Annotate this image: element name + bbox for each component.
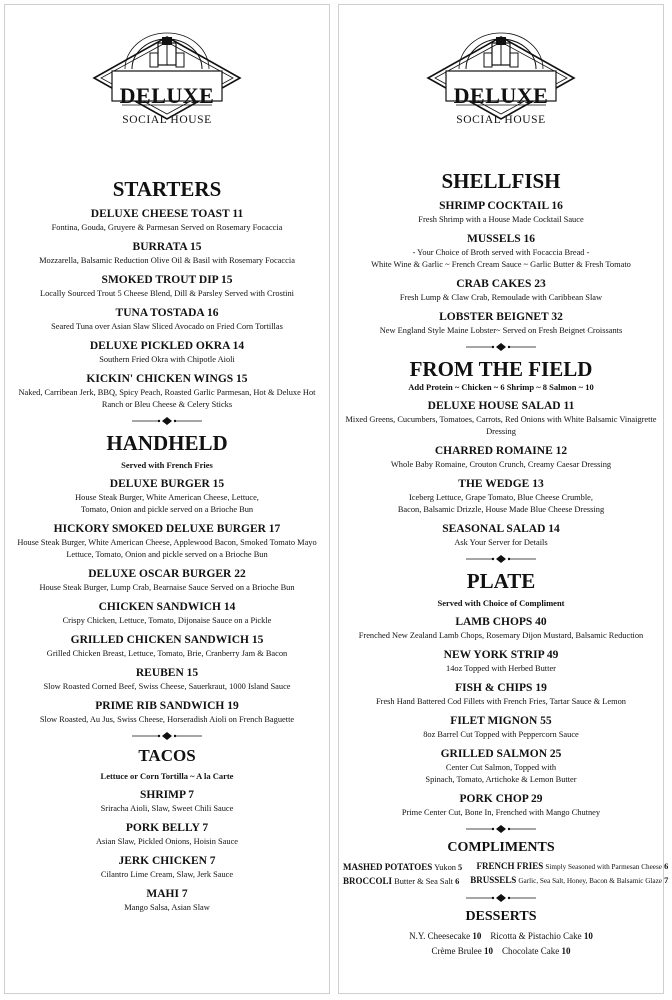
menu-item-description: Seared Tuna over Asian Slaw Sliced Avocado on Fried Corn Tortillas: [51, 322, 283, 331]
menu-item-name: FILET MIGNON 55: [450, 715, 552, 727]
menu-item-description: White Wine & Garlic ~ French Cream Sauce ~ Garlic Butter & Fresh Tomato: [371, 260, 631, 269]
handheld-title: HANDHELD: [106, 431, 228, 455]
compliment-desc: Yukon: [434, 862, 456, 872]
menu-item-description: 8oz Barrel Cut Topped with Peppercorn Sauce: [423, 730, 579, 739]
divider: [5, 726, 329, 746]
divider: [5, 411, 329, 431]
menu-item-description: Sriracha Aioli, Slaw, Sweet Chili Sauce: [100, 804, 234, 813]
compliment-name: FRENCH FRIES: [476, 861, 544, 871]
compliments-row: [339, 874, 672, 888]
compliment-price: 5: [458, 862, 463, 872]
menu-item-description: Southern Fried Okra with Chipotle Aioli: [99, 355, 235, 364]
logo-subtitle: SOCIAL HOUSE: [122, 114, 212, 126]
menu-item-name: MUSSELS 16: [466, 233, 536, 245]
plate-list: [339, 609, 663, 819]
dessert-name: Chocolate Cake: [502, 946, 560, 956]
menu-item-description: Spinach, Tomato, Artichoke & Lemon Butter: [425, 775, 577, 784]
menu-item-description: Mozzarella, Balsamic Reduction Olive Oil & Basil with Rosemary Focaccia: [39, 256, 295, 265]
menu-item-description: Slow Roasted Corned Beef, Swiss Cheese, Sauerkraut, 1000 Island Sauce: [43, 682, 291, 691]
dessert-price: 10: [472, 931, 482, 941]
dessert-name: N.Y. Cheesecake: [409, 931, 471, 941]
menu-item-name: TUNA TOSTADA 16: [115, 307, 219, 319]
compliments-table: [339, 860, 672, 888]
menu-item-name: CHARRED ROMAINE 12: [434, 445, 568, 457]
menu-item-description: Mango Salsa, Asian Slaw: [124, 903, 210, 912]
menu-item-description: Fresh Hand Battered Cod Fillets with French Fries, Tartar Sauce & Lemon: [376, 697, 626, 706]
ornament-divider-icon: [466, 555, 536, 563]
starters-title: STARTERS: [112, 177, 222, 201]
field-list: [339, 393, 663, 549]
menu-item-description: - Your Choice of Broth served with Focaccia Bread -: [412, 248, 590, 257]
menu-item-name: LAMB CHOPS 40: [455, 616, 547, 628]
menu-item-name: SHRIMP 7: [140, 789, 194, 801]
compliment-name: BRUSSELS: [470, 875, 517, 885]
menu-item-description: Prime Center Cut, Bone In, Frenched with Mango Chutney: [401, 808, 601, 817]
compliment-desc: Simply Seasoned with Parmesan Cheese: [545, 863, 662, 871]
ornament-divider-icon: [466, 894, 536, 902]
menu-item-description: House Steak Burger, Lump Crab, Bearnaise Sauce Served on a Brioche Bun: [39, 583, 295, 592]
menu-item-description: Whole Baby Romaine, Crouton Crunch, Creamy Caesar Dressing: [390, 460, 612, 469]
menu-item-description: Asian Slaw, Pickled Onions, Hoisin Sauce: [95, 837, 239, 846]
menu-item-name: KICKIN' CHICKEN WINGS 15: [86, 373, 248, 385]
menu-item-name: MAHI 7: [146, 888, 188, 900]
menu-item-name: SMOKED TROUT DIP 15: [101, 274, 233, 286]
menu-item-name: GRILLED SALMON 25: [440, 748, 562, 760]
menu-page-right: [338, 4, 669, 994]
menu-item-description: 14oz Topped with Herbed Butter: [446, 664, 556, 673]
menu-item-description: Locally Sourced Trout 5 Cheese Blend, Dill & Parsley Served with Crostini: [39, 289, 295, 298]
menu-item-name: BURRATA 15: [132, 241, 202, 253]
menu-item-name: DELUXE BURGER 15: [109, 478, 225, 490]
menu-item-description: Fresh Shrimp with a House Made Cocktail Sauce: [418, 215, 584, 224]
compliments-row: [339, 860, 672, 874]
menu-item-name: GRILLED CHICKEN SANDWICH 15: [70, 634, 264, 646]
menu-item-name: LOBSTER BEIGNET 32: [439, 311, 563, 323]
dessert-price: 10: [561, 946, 571, 956]
menu-item-description: Slow Roasted, Au Jus, Swiss Cheese, Horseradish Aioli on French Baguette: [39, 715, 295, 724]
field-title: FROM THE FIELD: [409, 357, 593, 381]
tacos-title: TACOS: [138, 746, 196, 765]
menu-item-description: House Steak Burger, White American Cheese, Applewood Bacon, Smoked Tomato Mayo: [17, 538, 317, 547]
shellfish-list: [339, 193, 663, 337]
ornament-divider-icon: [132, 732, 202, 740]
menu-item-description: Mixed Greens, Cucumbers, Tomatoes, Carrots, Red Onions with White Balsamic Vinaigrette Dressing: [345, 415, 657, 436]
dessert-name: Crème Brulee: [431, 946, 482, 956]
menu-item-name: DELUXE PICKLED OKRA 14: [89, 340, 245, 352]
plate-note: Served with Choice of Compliment: [437, 598, 565, 608]
menu-item-description: Naked, Carribean Jerk, BBQ, Spicy Peach, Roasted Garlic Parmesan, Hot & Deluxe Hot: [18, 388, 316, 397]
menu-item-name: SEASONAL SALAD 14: [442, 523, 560, 535]
dessert-name: Ricotta & Pistachio Cake: [490, 931, 582, 941]
menu-item-name: SHRIMP COCKTAIL 16: [439, 200, 563, 212]
menu-item-description: Fontina, Gouda, Gruyere & Parmesan Served on Rosemary Focaccia: [51, 223, 283, 232]
menu-item-description: Ranch or Bleu Cheese & Celery Sticks: [101, 400, 233, 409]
tacos-list: [5, 782, 329, 914]
field-note: Add Protein ~ Chicken ~ 6 Shrimp ~ 8 Salmon ~ 10: [408, 382, 594, 392]
menu-item-name: CRAB CAKES 23: [456, 278, 546, 290]
deluxe-logo: [5, 35, 329, 163]
menu-item-description: Fresh Lump & Claw Crab, Remoulade with Caribbean Slaw: [399, 293, 603, 302]
dessert-price: 10: [583, 931, 593, 941]
menu-item-name: PRIME RIB SANDWICH 19: [95, 700, 239, 712]
menu-item-name: FISH & CHIPS 19: [455, 682, 547, 694]
menu-page-left: [4, 4, 330, 994]
compliment-name: BROCCOLI: [343, 875, 393, 886]
menu-item-description: Lettuce, Tomato, Onion and pickle served on a Brioche Bun: [66, 550, 268, 559]
divider: [339, 819, 663, 839]
plate-title: PLATE: [466, 569, 536, 593]
dessert-price: 10: [484, 946, 493, 956]
compliment-price: 6: [455, 876, 460, 886]
menu-item-description: Center Cut Salmon, Topped with: [445, 763, 557, 772]
compliment-price: 6: [664, 862, 669, 871]
menu-item-description: Cilantro Lime Cream, Slaw, Jerk Sauce: [100, 870, 234, 879]
desserts-title: DESSERTS: [465, 909, 537, 924]
handheld-note: Served with French Fries: [121, 460, 213, 470]
deluxe-logo: [339, 35, 663, 163]
menu-item-name: PORK BELLY 7: [125, 822, 209, 834]
divider: [339, 337, 663, 357]
shellfish-title: SHELLFISH: [441, 169, 561, 193]
menu-item-name: CHICKEN SANDWICH 14: [98, 601, 236, 613]
handheld-list: [5, 471, 329, 726]
compliments-title: COMPLIMENTS: [447, 840, 555, 855]
menu-item-name: THE WEDGE 13: [458, 478, 544, 490]
menu-item-description: Grilled Chicken Breast, Lettuce, Tomato, Brie, Cranberry Jam & Bacon: [46, 649, 288, 658]
menu-item-description: Crispy Chicken, Lettuce, Tomato, Dijonaise Sauce on a Pickle: [62, 616, 272, 625]
menu-item-description: Frenched New Zealand Lamb Chops, Rosemary Dijon Mustard, Balsamic Reduction: [358, 631, 644, 640]
menu-item-description: Iceberg Lettuce, Grape Tomato, Blue Cheese Crumble,: [409, 493, 593, 502]
menu-item-name: DELUXE CHEESE TOAST 11: [90, 208, 244, 220]
menu-item-description: Bacon, Balsamic Drizzle, House Made Blue Cheese Dressing: [397, 505, 605, 514]
menu-item-name: DELUXE HOUSE SALAD 11: [427, 400, 575, 412]
starters-list: [5, 201, 329, 411]
menu-item-description: House Steak Burger, White American Cheese, Lettuce,: [75, 493, 259, 502]
compliment-desc: Butter & Sea Salt: [394, 876, 453, 886]
compliment-name: MASHED POTATOES: [343, 861, 433, 872]
menu-item-description: Ask Your Server for Details: [454, 538, 548, 547]
tacos-note: Lettuce or Corn Tortilla ~ A la Carte: [100, 771, 234, 781]
menu-item-name: JERK CHICKEN 7: [118, 855, 216, 867]
menu-item-description: Tomato, Onion and pickle served on a Brioche Bun: [80, 505, 254, 514]
dessert-row: [339, 929, 663, 944]
compliment-price: 7: [664, 876, 669, 885]
logo-name: DELUXE: [453, 83, 549, 108]
logo-subtitle: SOCIAL HOUSE: [456, 114, 546, 126]
ornament-divider-icon: [466, 825, 536, 833]
ornament-divider-icon: [132, 417, 202, 425]
compliment-desc: Garlic, Sea Salt, Honey, Bacon & Balsamic Glaze: [518, 877, 662, 885]
menu-item-name: PORK CHOP 29: [459, 793, 543, 805]
divider: [339, 888, 663, 908]
menu-item-name: REUBEN 15: [135, 667, 199, 679]
menu-item-name: HICKORY SMOKED DELUXE BURGER 17: [53, 523, 281, 535]
menu-item-name: DELUXE OSCAR BURGER 22: [88, 568, 246, 580]
dessert-row: [339, 944, 663, 959]
logo-name: DELUXE: [119, 83, 215, 108]
divider: [339, 549, 663, 569]
menu-item-name: NEW YORK STRIP 49: [443, 649, 559, 661]
menu-item-description: New England Style Maine Lobster~ Served on Fresh Beignet Croissants: [379, 326, 623, 335]
ornament-divider-icon: [466, 343, 536, 351]
